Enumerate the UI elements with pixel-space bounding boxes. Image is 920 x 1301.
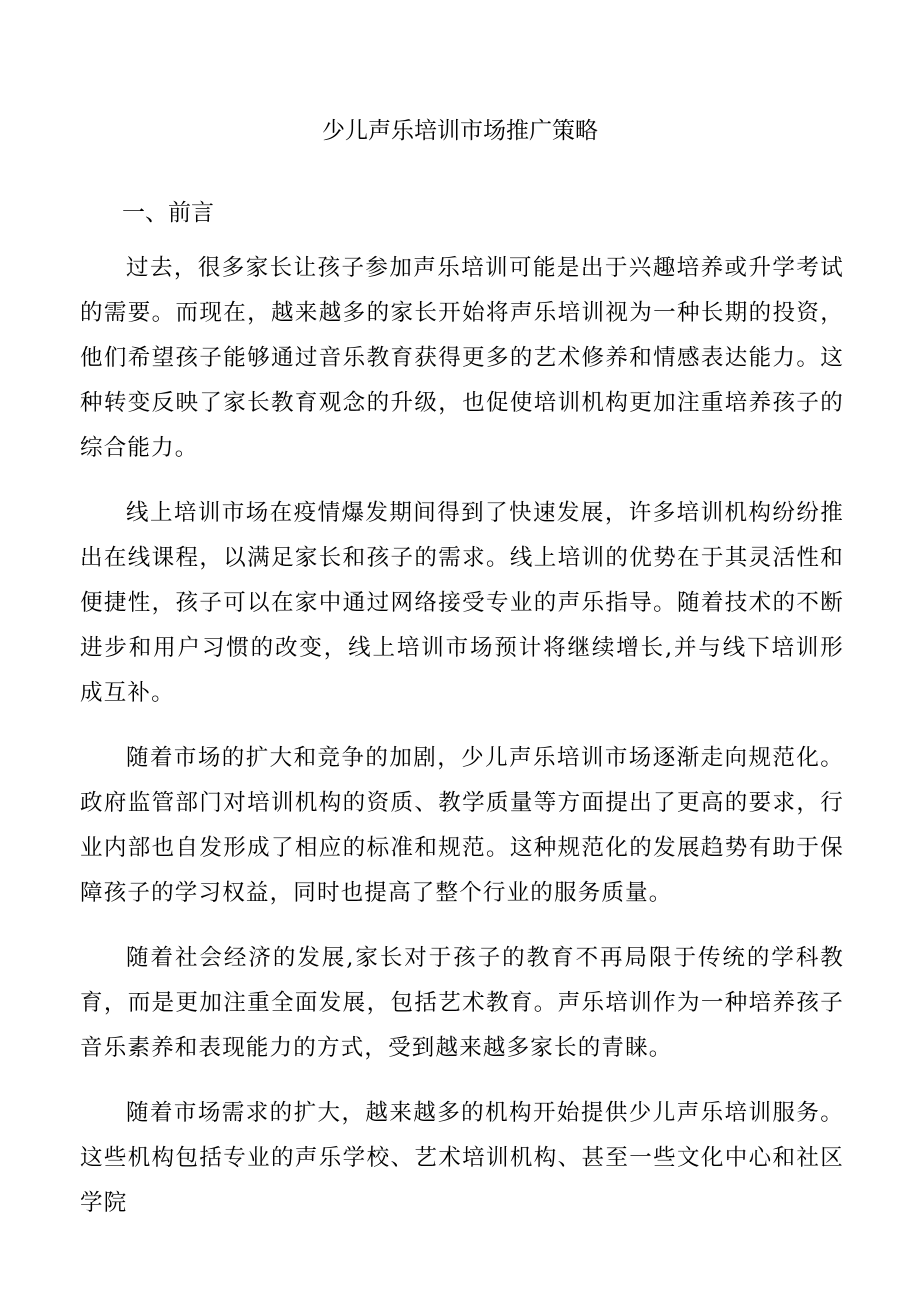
paragraph: 随着市场需求的扩大，越来越多的机构开始提供少儿声乐培训服务。这些机构包括专业的声乐学校、艺术培训机构、甚至一些文化中心和社区学院 <box>80 1100 844 1216</box>
section-heading: 一、前言 <box>122 200 214 226</box>
paragraph: 过去，很多家长让孩子参加声乐培训可能是出于兴趣培养或升学考试的需要。而现在，越来越多的家长开始将声乐培训视为一种长期的投资，他们希望孩子能够通过音乐教育获得更多的艺术修养和情感表达能力。这种转变反映了家长教育观念的升级，也促使培训机构更加注重培养孩子的综合能力。 <box>80 255 844 461</box>
paragraph: 随着市场的扩大和竞争的加剧，少儿声乐培训市场逐渐走向规范化。政府监管部门对培训机构的资质、教学质量等方面提出了更高的要求，行业内部也自发形成了相应的标准和规范。这种规范化的发展趋势有助于保障孩子的学习权益，同时也提高了整个行业的服务质量。 <box>80 745 844 906</box>
document-title: 少儿声乐培训市场推广策略 <box>322 118 598 144</box>
document-body <box>80 246 844 1246</box>
paragraph: 随着社会经济的发展,家长对于孩子的教育不再局限于传统的学科教育，而是更加注重全面发展，包括艺术教育。声乐培训作为一种培养孩子音乐素养和表现能力的方式，受到越来越多家长的青睐。 <box>80 945 844 1061</box>
paragraph: 线上培训市场在疫情爆发期间得到了快速发展，许多培训机构纷纷推出在线课程，以满足家长和孩子的需求。线上培训的优势在于其灵活性和便捷性，孩子可以在家中通过网络接受专业的声乐指导。随着技术的不断进步和用户习惯的改变，线上培训市场预计将继续增长,并与线下培训形成互补。 <box>80 500 844 706</box>
